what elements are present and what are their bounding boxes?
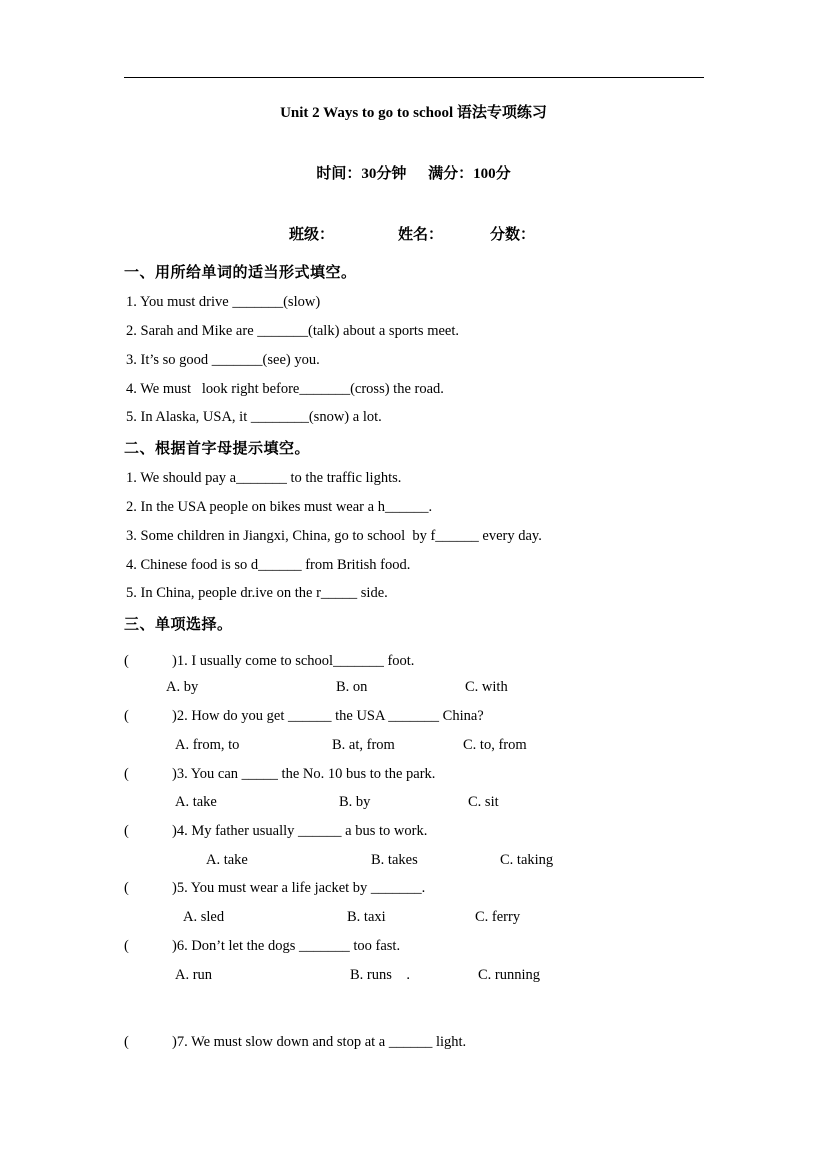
section3-heading: 三、单项选择。	[124, 617, 233, 633]
option-a: A. take	[175, 794, 217, 810]
name-label: 姓名：	[398, 227, 444, 243]
answer-blank-paren: (	[124, 708, 129, 724]
question-stem: )2. How do you get ______ the USA _______ China?	[172, 708, 484, 724]
section2-item: 2. In the USA people on bikes must wear a h______.	[126, 499, 433, 515]
question-stem: )6. Don’t let the dogs _______ too fast.	[172, 938, 401, 954]
option-c: C. sit	[468, 794, 499, 810]
section1-item: 5. In Alaska, USA, it ________(snow) a lot.	[126, 409, 382, 425]
option-a: A. from, to	[175, 737, 240, 753]
question-stem: )3. You can _____ the No. 10 bus to the park.	[172, 766, 436, 782]
option-c: C. with	[465, 679, 508, 695]
option-b: B. runs .	[350, 967, 411, 983]
question-stem: )5. You must wear a life jacket by _______.	[172, 880, 426, 896]
question-stem: )4. My father usually ______ a bus to work.	[172, 823, 428, 839]
question-stem: )7. We must slow down and stop at a ______ light.	[172, 1034, 467, 1050]
option-a: A. run	[175, 967, 213, 983]
exam-meta	[0, 162, 827, 183]
score-label: 分数：	[490, 227, 536, 243]
answer-blank-paren: (	[124, 653, 129, 669]
answer-blank-paren: (	[124, 938, 129, 954]
option-b: B. on	[336, 679, 368, 695]
section2-item: 5. In China, people dr.ive on the r_____ side.	[126, 585, 388, 601]
top-rule	[124, 77, 704, 78]
section2-item: 4. Chinese food is so d______ from British food.	[126, 557, 411, 573]
option-b: B. by	[339, 794, 371, 810]
class-label: 班级：	[289, 227, 335, 243]
option-b: B. takes	[371, 852, 418, 868]
option-a: A. sled	[183, 909, 225, 925]
section1-item: 3. It’s so good _______(see) you.	[126, 352, 320, 368]
option-c: C. running	[478, 967, 541, 983]
option-a: A. take	[206, 852, 248, 868]
question-stem: )1. I usually come to school_______ foot.	[172, 653, 415, 669]
answer-blank-paren: (	[124, 880, 129, 896]
option-c: C. to, from	[463, 737, 527, 753]
answer-blank-paren: (	[124, 1034, 129, 1050]
option-b: B. at, from	[332, 737, 395, 753]
section1-item: 1. You must drive _______(slow)	[126, 294, 321, 310]
option-a: A. by	[166, 679, 199, 695]
option-c: C. ferry	[475, 909, 521, 925]
full-score-label: 满分：100分	[428, 166, 511, 182]
time-label: 时间：30分钟	[316, 166, 407, 182]
section2-item: 3. Some children in Jiangxi, China, go to school by f______ every day.	[126, 528, 542, 544]
answer-blank-paren: (	[124, 766, 129, 782]
section1-item: 2. Sarah and Mike are _______(talk) about a sports meet.	[126, 323, 460, 339]
section2-heading: 二、根据首字母提示填空。	[124, 441, 311, 457]
option-c: C. taking	[500, 852, 554, 868]
section1-item: 4. We must look right before_______(cross) the road.	[126, 381, 444, 397]
option-b: B. taxi	[347, 909, 386, 925]
section1-heading: 一、用所给单词的适当形式填空。	[124, 265, 357, 281]
section2-item: 1. We should pay a_______ to the traffic lights.	[126, 470, 402, 486]
answer-blank-paren: (	[124, 823, 129, 839]
page-title: Unit 2 Ways to go to school 语法专项练习	[280, 105, 547, 121]
